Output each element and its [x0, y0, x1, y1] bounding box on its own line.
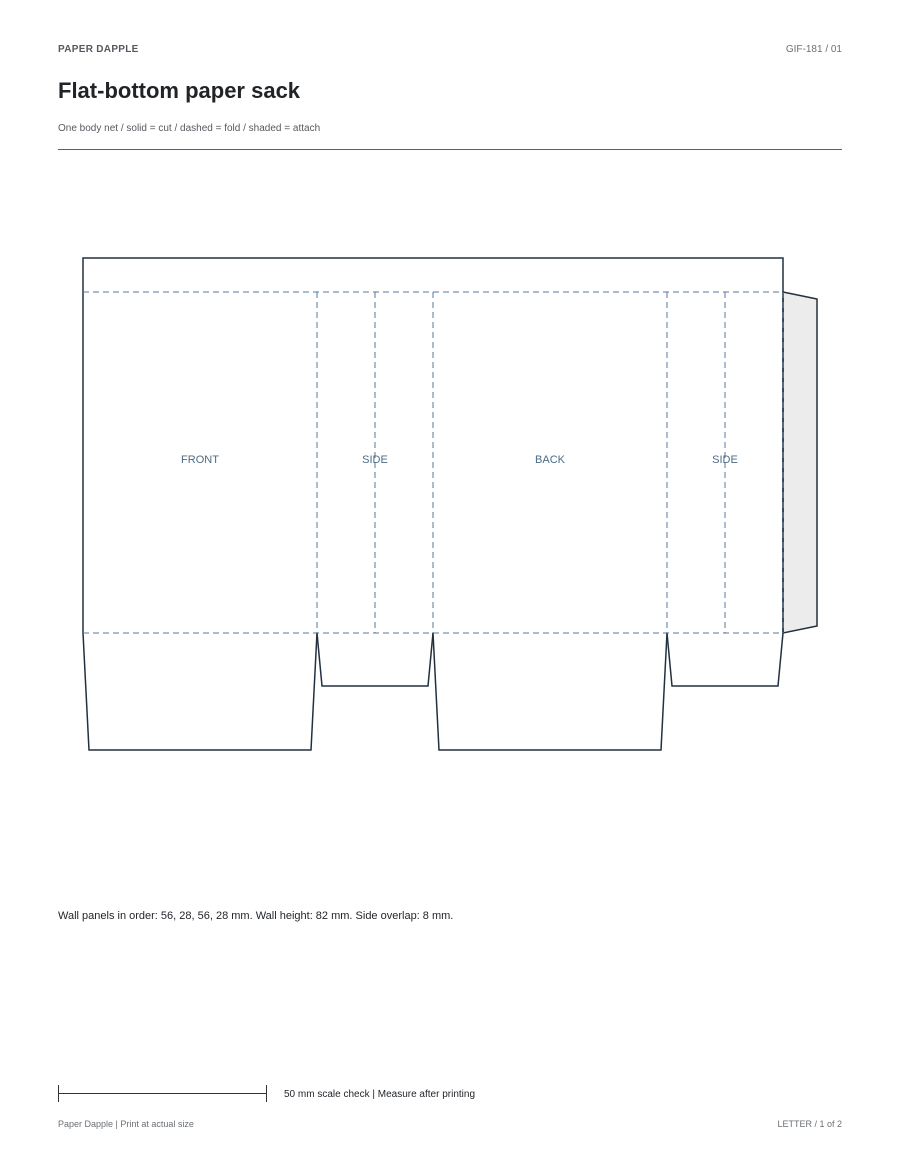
panel-label-side-2: SIDE: [712, 454, 738, 466]
panel-label-back: BACK: [535, 454, 565, 466]
scale-check-label: 50 mm scale check | Measure after printing: [284, 1089, 476, 1100]
panel-label-side-1: SIDE: [362, 454, 388, 466]
page-title: Flat-bottom paper sack: [58, 78, 301, 103]
bottom-flap-side-2: [667, 633, 783, 686]
cut-line-top: [83, 258, 783, 292]
bottom-flap-front: [83, 633, 317, 750]
dimensions-note: Wall panels in order: 56, 28, 56, 28 mm. Wall height: 82 mm. Side overlap: 8 mm.: [58, 910, 454, 922]
bottom-flap-back: [433, 633, 667, 750]
scale-bar-tick-start: [58, 1085, 59, 1102]
document-id: GIF-181 / 01: [785, 44, 842, 55]
bottom-flap-side-1: [317, 633, 433, 686]
scale-bar-line: [58, 1093, 267, 1094]
glue-flap: [783, 292, 817, 633]
footer-page-info: LETTER / 1 of 2: [777, 1119, 842, 1129]
legend-subtitle: One body net / solid = cut / dashed = fold / shaded = attach: [58, 123, 321, 134]
brand-name: PAPER DAPPLE: [58, 44, 139, 55]
footer-left: Paper Dapple | Print at actual size: [58, 1119, 194, 1129]
scale-bar: [58, 1085, 267, 1102]
scale-bar-tick-end: [266, 1085, 267, 1102]
panel-label-front: FRONT: [181, 454, 219, 466]
